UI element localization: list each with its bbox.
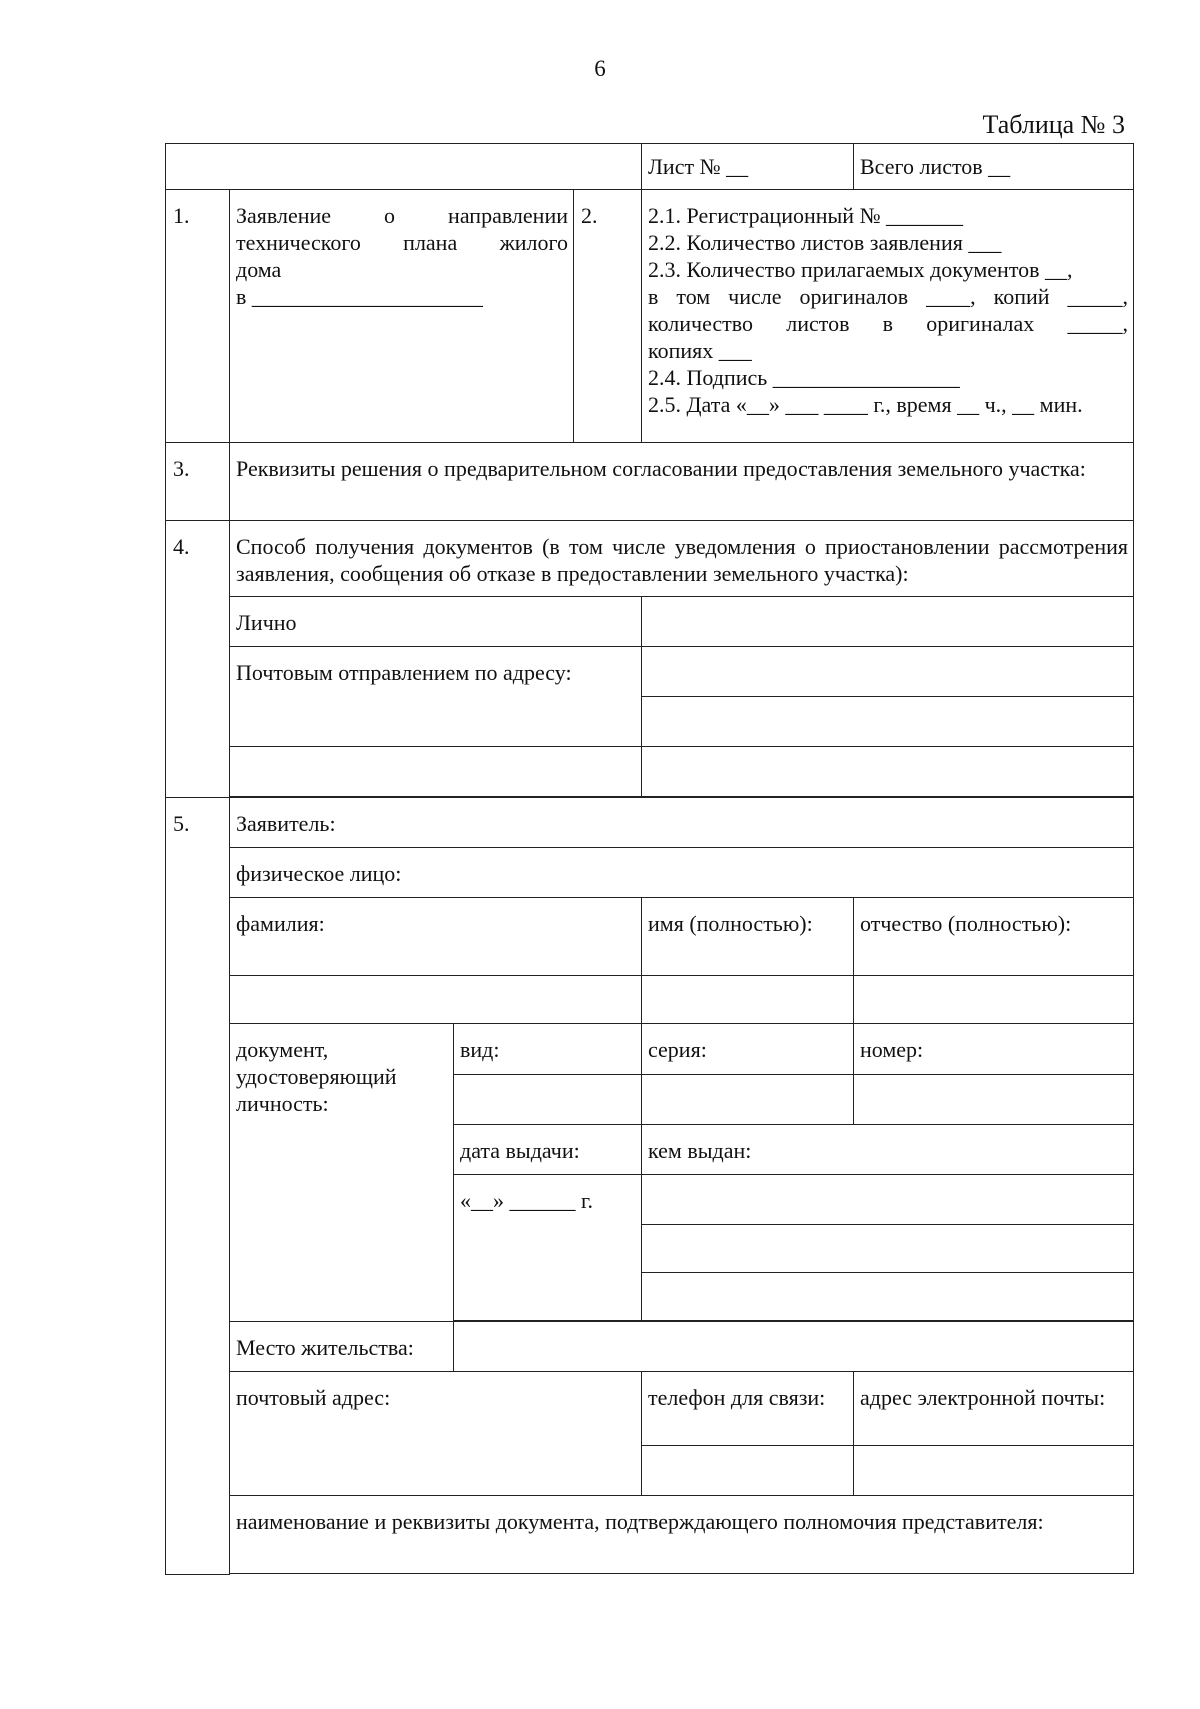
email-label-cell: адрес электронной почты:	[854, 1371, 1134, 1445]
application-title-line-2: технического плана жилого	[236, 230, 568, 256]
application-title-line-4[interactable]: в _____________________	[236, 284, 483, 310]
attached-docs-line: 2.3. Количество прилагаемых документов __,	[648, 257, 1073, 283]
application-title-line-3: дома	[236, 257, 282, 283]
application-sheets-line: 2.2. Количество листов заявления ___	[648, 230, 1002, 256]
row-1-number: 1.	[166, 190, 230, 442]
application-title-cell	[230, 190, 574, 442]
in-person-cell: Лично	[230, 596, 642, 646]
residence-label-cell: Место жительства:	[230, 1321, 454, 1371]
doc-type-input-cell[interactable]	[454, 1074, 642, 1124]
issued-by-input-cell-3[interactable]	[642, 1272, 1134, 1320]
individual-cell: физическое лицо:	[230, 848, 1134, 898]
row-3-number: 3.	[166, 442, 230, 520]
date-time-line: 2.5. Дата «__» ___ ____ г., время __ ч., __ мин.	[648, 392, 1083, 418]
doc-series-input-cell[interactable]	[642, 1074, 854, 1124]
row-2-number: 2.	[574, 190, 642, 442]
issue-date-input-cell[interactable]: «__» ______ г.	[454, 1174, 642, 1320]
table-caption: Таблица № 3	[982, 110, 1125, 139]
by-mail-cell: Почтовым отправлением по адресу:	[230, 646, 642, 746]
name-input-cell[interactable]	[642, 976, 854, 1024]
delivery-method-title-cell: Способ получения документов (в том числе уведомления о приостановлении рассмотрения заявления, сообщения об отказе в предоставлении земельного участка):	[230, 520, 1134, 596]
postal-address-cell[interactable]: почтовый адрес:	[230, 1371, 642, 1495]
page-number: 6	[594, 56, 606, 81]
other-method-value-cell[interactable]	[642, 747, 1134, 797]
preliminary-approval-cell[interactable]: Реквизиты решения о предварительном согласовании предоставления земельного участка:	[230, 442, 1134, 520]
doc-series-label-cell: серия:	[642, 1024, 854, 1074]
total-sheets-cell[interactable]	[854, 144, 1134, 190]
header-empty-cell	[166, 144, 642, 190]
representative-doc-cell[interactable]: наименование и реквизиты документа, подтверждающего полномочия представителя:	[230, 1496, 1134, 1574]
mail-address-cell-1[interactable]	[642, 646, 1134, 696]
sheet-number-label: Лист № __	[648, 154, 749, 179]
row-5-number: 5.	[166, 798, 230, 1575]
row-4-number: 4.	[166, 520, 230, 797]
email-input-cell[interactable]	[854, 1446, 1134, 1496]
id-document-label-cell: документ, удостоверяющий личность:	[230, 1024, 454, 1321]
mail-address-cell-2[interactable]	[642, 696, 1134, 746]
originals-copies-line: в том числе оригиналов ____, копий _____,	[648, 284, 1128, 310]
sheets-in-originals-line: количество листов в оригиналах _____,	[648, 311, 1128, 337]
application-form-table	[165, 143, 1134, 1575]
signature-line: 2.4. Подпись _________________	[648, 365, 960, 391]
other-method-cell[interactable]	[230, 747, 642, 797]
total-sheets-label: Всего листов __	[860, 154, 1011, 179]
registration-number-line: 2.1. Регистрационный № _______	[648, 203, 964, 229]
name-label-cell: имя (полностью):	[642, 898, 854, 976]
registration-details-cell[interactable]	[642, 190, 1134, 442]
phone-input-cell[interactable]	[642, 1446, 854, 1496]
in-person-mark-cell[interactable]	[642, 596, 1134, 646]
surname-input-cell[interactable]	[230, 976, 642, 1024]
patronymic-label-cell: отчество (полностью):	[854, 898, 1134, 976]
issued-by-input-cell-1[interactable]	[642, 1174, 1134, 1224]
sheet-number-cell[interactable]	[642, 144, 854, 190]
applicant-cell: Заявитель:	[230, 798, 1134, 848]
doc-type-label-cell: вид:	[454, 1024, 642, 1074]
issued-by-input-cell-2[interactable]	[642, 1224, 1134, 1272]
phone-label-cell: телефон для связи:	[642, 1371, 854, 1445]
patronymic-input-cell[interactable]	[854, 976, 1134, 1024]
doc-number-input-cell[interactable]	[854, 1074, 1134, 1124]
surname-label-cell: фамилия:	[230, 898, 642, 976]
doc-number-label-cell: номер:	[854, 1024, 1134, 1074]
issued-by-label-cell: кем выдан:	[642, 1124, 1134, 1174]
residence-input-cell[interactable]	[454, 1321, 1134, 1371]
issue-date-label-cell: дата выдачи:	[454, 1124, 642, 1174]
sheets-in-copies-line: копиях ___	[648, 338, 752, 364]
application-title-line-1: Заявление о направлении	[236, 203, 568, 229]
